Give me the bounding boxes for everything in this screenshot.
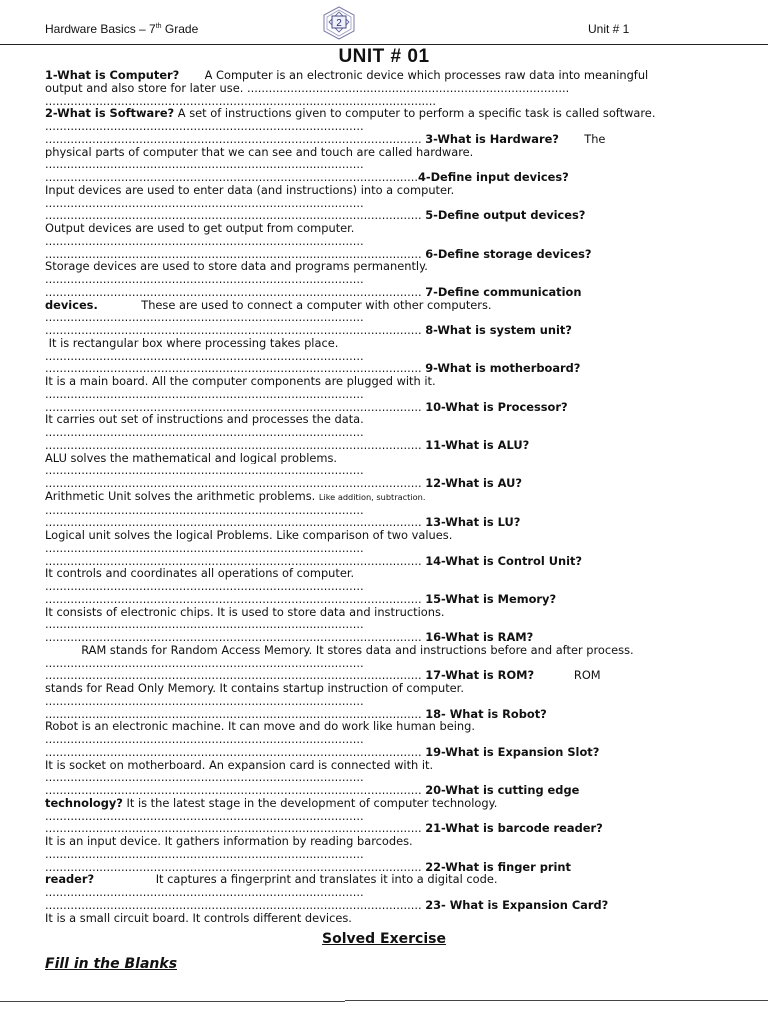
text-line [45, 146, 723, 159]
text-line [45, 886, 723, 899]
question-label: 21-What is barcode reader? [425, 822, 603, 835]
text-line [45, 873, 723, 886]
text-line [45, 375, 723, 388]
text-line [45, 529, 723, 542]
header-right-title: Unit # 1 [588, 22, 630, 36]
text-line [45, 222, 723, 235]
dotted-line: ........................................................................................................ [45, 209, 426, 222]
dotted-line: ........................................................................................ [45, 464, 364, 477]
text-line [45, 861, 723, 874]
dotted-line: ........................................................................................ [45, 387, 364, 401]
answer-text: Output devices are used to get output from computer. [45, 222, 355, 235]
dotted-line: ........................................................................................ [45, 503, 364, 517]
question-label: 18- What is Robot? [425, 707, 547, 721]
text-line [45, 899, 723, 912]
question-label: 14-What is Control Unit? [425, 554, 583, 568]
question-label: 4-Define input devices? [417, 171, 569, 184]
text-line [45, 720, 723, 733]
text-line [45, 299, 723, 312]
dotted-line: ........................................................................................................ [45, 554, 426, 568]
text-line [45, 542, 723, 555]
answer-text: ROM [534, 669, 601, 682]
text-line [45, 388, 723, 401]
text-line [45, 606, 723, 619]
text-line [45, 835, 723, 848]
text-line [45, 822, 723, 835]
dotted-line: ........................................................................................ [45, 656, 364, 670]
dotted-line: ........................................................................................................ [45, 285, 426, 299]
text-line [45, 324, 723, 337]
header-divider [0, 44, 768, 45]
answer-text: It carries out set of instructions and processes the data. [45, 413, 364, 426]
text-line [45, 644, 723, 657]
unit-title: UNIT # 01 [338, 46, 430, 67]
dotted-line: ........................................................................................ [45, 847, 364, 861]
text-line [45, 848, 723, 861]
dotted-line: ............................................................................................................ [45, 94, 437, 108]
question-label: 15-What is Memory? [425, 592, 557, 606]
question-label: technology? [45, 796, 123, 810]
text-line [45, 631, 723, 644]
dotted-line: ........................................................................................ [45, 120, 364, 133]
text-line [45, 209, 723, 222]
text-line [45, 107, 723, 120]
answer-text: The [558, 132, 606, 146]
text-line [45, 235, 723, 248]
text-line [45, 810, 723, 823]
dotted-line: ........................................................................................ [45, 733, 364, 746]
question-label: 22-What is finger print [425, 860, 571, 874]
text-line [45, 669, 723, 682]
answer-text: A set of instructions given to computer to perform a specific task is called software. [174, 107, 656, 120]
dotted-line: ........................................................................................................ [45, 324, 426, 337]
dotted-line: ........................................................................................................ [45, 707, 426, 721]
answer-text: physical parts of computer that we can see and touch are called hardware. [45, 145, 474, 159]
text-line [45, 593, 723, 606]
text-line [45, 797, 723, 810]
dotted-line: ........................................................................................................ [45, 592, 426, 606]
answer-text: It controls and coordinates all operations of computer. [45, 567, 355, 580]
dotted-line: ........................................................................................................ [45, 438, 426, 452]
answer-text: Storage devices are used to store data and programs permanently. [45, 260, 428, 273]
text-line [45, 273, 723, 286]
question-label: 19-What is Expansion Slot? [425, 745, 600, 759]
text-line [45, 580, 723, 593]
text-line [45, 120, 723, 133]
text-line [45, 464, 723, 477]
answer-text: stands for Read Only Memory. It contains startup instruction of computer. [45, 682, 464, 695]
question-label: 3-What is Hardware? [425, 132, 559, 146]
question-label: 17-What is ROM? [425, 669, 535, 682]
dotted-line: ........................................................................................ [45, 426, 364, 439]
text-line [45, 171, 723, 184]
dotted-line: ........................................................................................ [45, 311, 364, 324]
text-line [45, 260, 723, 273]
answer-text: It captures a fingerprint and translates it into a digital code. [94, 873, 498, 886]
question-label: 20-What is cutting edge [425, 784, 580, 797]
answer-text: It is rectangular box where processing takes place. [45, 336, 339, 350]
answer-text: ALU solves the mathematical and logical problems. [45, 451, 338, 465]
school-logo-icon [320, 6, 358, 40]
dotted-line: ........................................................................................ [45, 886, 364, 899]
text-line [45, 504, 723, 517]
dotted-line: ........................................................................................................ [45, 784, 426, 797]
dotted-line: ........................................................................................ [45, 234, 364, 248]
text-line [45, 401, 723, 414]
footer-divider-left [0, 1001, 345, 1002]
answer-text: It is a small circuit board. It controls different devices. [45, 911, 352, 925]
text-line [45, 477, 723, 490]
answer-text: It is a main board. All the computer components are plugged with it. [45, 375, 436, 388]
dotted-line: ........................................................................................................ [45, 822, 426, 835]
question-label: reader? [45, 873, 95, 886]
text-line [45, 695, 723, 708]
dotted-line: ........................................................................................................ [45, 898, 426, 912]
text-line [45, 708, 723, 721]
text-line [45, 682, 723, 695]
text-line [45, 746, 723, 759]
text-line [45, 784, 723, 797]
header-left-title: Hardware Basics – 7th Grade [45, 22, 199, 36]
question-label: 12-What is AU? [425, 477, 522, 490]
answer-text: Input devices are used to enter data (and instructions) into a computer. [45, 183, 455, 197]
dotted-line: ........................................................................................................ [45, 132, 426, 146]
question-label: 10-What is Processor? [425, 400, 568, 414]
dotted-line: ........................................................................................ [45, 273, 364, 286]
text-line [45, 567, 723, 580]
dotted-line: ........................................................................................ [45, 618, 364, 631]
dotted-line: ........................................................................................ [45, 809, 364, 823]
dotted-line: ........................................................................................................ [45, 860, 426, 874]
question-label: 6-Define storage devices? [425, 247, 592, 261]
text-line [45, 618, 723, 631]
question-label: 11-What is ALU? [425, 438, 530, 452]
answer-text: It consists of electronic chips. It is used to store data and instructions. [45, 605, 445, 619]
dotted-line: ........................................................................................................ [45, 631, 426, 644]
dotted-line: ........................................................................................................ [45, 477, 426, 490]
text-line [45, 133, 723, 146]
text-line [45, 337, 723, 350]
text-line [45, 912, 723, 925]
answer-text: output and also store for later use. ......................................................................................... [45, 81, 570, 95]
dotted-line: ........................................................................................ [45, 349, 364, 363]
dotted-line: ....................................................................................................... [45, 171, 418, 184]
question-label: 2-What is Software? [45, 107, 175, 120]
dotted-line: ........................................................................................ [45, 541, 364, 555]
text-line [45, 184, 723, 197]
question-label: 1-What is Computer? [45, 69, 180, 82]
dotted-line: ........................................................................................................ [45, 516, 426, 529]
answer-text: It is an input device. It gathers information by reading barcodes. [45, 835, 413, 848]
answer-text: Logical unit solves the logical Problems. Like comparison of two values. [45, 529, 453, 542]
answer-text: A Computer is an electronic device which processes raw data into meaningful [179, 69, 649, 82]
question-label: 7-Define communication [425, 285, 582, 299]
answer-text: Robot is an electronic machine. It can move and do work like human being. [45, 720, 475, 733]
dotted-line: ........................................................................................ [45, 694, 364, 708]
dotted-line: ........................................................................................................ [45, 247, 426, 261]
text-line [45, 555, 723, 568]
answer-text: Arithmetic Unit solves the arithmetic problems. [45, 489, 319, 503]
answer-text: RAM stands for Random Access Memory. It stores data and instructions before and after process. [45, 643, 634, 657]
dotted-line: ........................................................................................ [45, 771, 364, 784]
subsection-title: Fill in the Blanks [45, 956, 178, 972]
dotted-line: ........................................................................................ [45, 158, 364, 171]
question-label: 5-Define output devices? [425, 209, 586, 222]
question-label: 9-What is motherboard? [425, 362, 581, 375]
dotted-line: ........................................................................................................ [45, 745, 426, 759]
text-line [45, 759, 723, 772]
text-line [45, 82, 723, 95]
text-line [45, 733, 723, 746]
answer-text: These are used to connect a computer with other computers. [97, 298, 492, 312]
question-label: 13-What is LU? [425, 516, 521, 529]
dotted-line: ........................................................................................................ [45, 669, 426, 682]
text-line [45, 771, 723, 784]
question-label: 16-What is RAM? [425, 631, 534, 644]
question-answer-body [45, 69, 723, 924]
question-label: 8-What is system unit? [425, 324, 572, 337]
text-line [45, 362, 723, 375]
section-title: Solved Exercise [322, 931, 446, 947]
dotted-line: ........................................................................................ [45, 580, 364, 593]
text-line [45, 439, 723, 452]
text-line [45, 158, 723, 171]
text-line [45, 69, 723, 82]
dotted-line: ........................................................................................................ [45, 400, 426, 414]
text-line [45, 657, 723, 670]
text-line [45, 426, 723, 439]
question-label: devices. [45, 298, 98, 312]
text-line [45, 516, 723, 529]
question-label: 23- What is Expansion Card? [425, 898, 609, 912]
answer-text: It is the latest stage in the development of computer technology. [122, 796, 498, 810]
text-line [45, 311, 723, 324]
text-line [45, 248, 723, 261]
footer-divider-right [345, 1000, 768, 1001]
logo-number: 2 [336, 18, 342, 29]
text-line [45, 197, 723, 210]
dotted-line: ........................................................................................ [45, 196, 364, 210]
text-line [45, 452, 723, 465]
text-line [45, 350, 723, 363]
dotted-line: ........................................................................................................ [45, 362, 426, 375]
text-line [45, 95, 723, 108]
answer-note: Like addition, subtraction. [318, 491, 426, 502]
text-line [45, 413, 723, 426]
text-line [45, 286, 723, 299]
text-line [45, 490, 723, 504]
answer-text: It is socket on motherboard. An expansion card is connected with it. [45, 758, 434, 772]
